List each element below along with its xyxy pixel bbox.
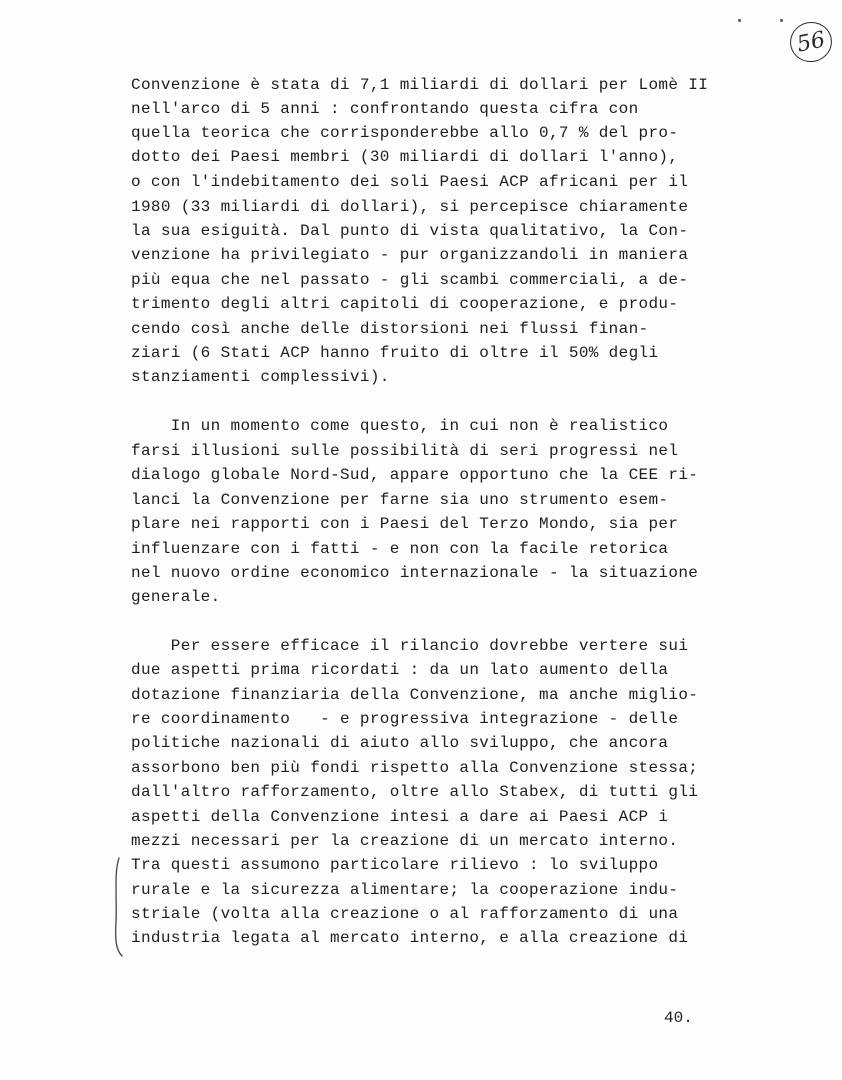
text-line: mezzi necessari per la creazione di un mercato interno. xyxy=(131,832,679,850)
text-line: 1980 (33 miliardi di dollari), si percepisce chiaramente xyxy=(131,198,689,216)
text-line: plare nei rapporti con i Paesi del Terzo Mondo, sia per xyxy=(131,515,679,533)
text-line: due aspetti prima ricordati : da un lato aumento della xyxy=(131,661,669,679)
text-line: farsi illusioni sulle possibilità di seri progressi nel xyxy=(131,442,679,460)
text-line: dall'altro rafforzamento, oltre allo Stabex, di tutti gli xyxy=(131,783,699,801)
text-line: la sua esiguità. Dal punto di vista qualitativo, la Con- xyxy=(131,222,689,240)
text-line: dialogo globale Nord-Sud, appare opportuno che la CEE ri- xyxy=(131,466,699,484)
text-line: In un momento come questo, in cui non è realistico xyxy=(131,417,669,435)
scan-speck xyxy=(780,19,783,22)
text-line: quella teorica che corrisponderebbe allo 0,7 % del pro- xyxy=(131,124,679,142)
text-line: Per essere efficace il rilancio dovrebbe vertere sui xyxy=(131,637,689,655)
text-line: influenzare con i fatti - e non con la facile retorica xyxy=(131,540,669,558)
text-line: o con l'indebitamento dei soli Paesi ACP africani per il xyxy=(131,173,689,191)
text-line: lanci la Convenzione per farne sia uno strumento esem- xyxy=(131,491,669,509)
text-line: dotto dei Paesi membri (30 miliardi di dollari l'anno), xyxy=(131,148,679,166)
text-line: ziari (6 Stati ACP hanno fruito di oltre il 50% degli xyxy=(131,344,659,362)
text-line: più equa che nel passato - gli scambi commerciali, a de- xyxy=(131,271,689,289)
text-line: Tra questi assumono particolare rilievo : lo sviluppo xyxy=(131,856,659,874)
text-line: Convenzione è stata di 7,1 miliardi di dollari per Lomè II xyxy=(131,76,709,94)
text-line: trimento degli altri capitoli di cooperazione, e produ- xyxy=(131,295,679,313)
text-line: aspetti della Convenzione intesi a dare ai Paesi ACP i xyxy=(131,808,669,826)
text-line: nell'arco di 5 anni : confrontando questa cifra con xyxy=(131,100,639,118)
text-line: rurale e la sicurezza alimentare; la cooperazione indu- xyxy=(131,881,679,899)
text-line: stanziamenti complessivi). xyxy=(131,368,390,386)
text-line: re coordinamento - e progressiva integrazione - delle xyxy=(131,710,679,728)
page-number: 40. xyxy=(664,1009,693,1027)
text-line: politiche nazionali di aiuto allo sviluppo, che ancora xyxy=(131,734,669,752)
margin-bracket-mark xyxy=(110,852,128,962)
text-line: cendo così anche delle distorsioni nei flussi finan- xyxy=(131,320,649,338)
text-line: assorbono ben più fondi rispetto alla Convenzione stessa; xyxy=(131,759,699,777)
text-line: nel nuovo ordine economico internazionale - la situazione xyxy=(131,564,699,582)
text-line: striale (volta alla creazione o al rafforzamento di una xyxy=(131,905,679,923)
text-line: venzione ha privilegiato - pur organizzandoli in maniera xyxy=(131,246,689,264)
scan-speck xyxy=(738,19,741,22)
handwritten-page-number: 56 xyxy=(786,18,835,66)
text-line: generale. xyxy=(131,588,221,606)
text-line: industria legata al mercato interno, e alla creazione di xyxy=(131,929,689,947)
text-line: dotazione finanziaria della Convenzione, ma anche miglio- xyxy=(131,686,699,704)
